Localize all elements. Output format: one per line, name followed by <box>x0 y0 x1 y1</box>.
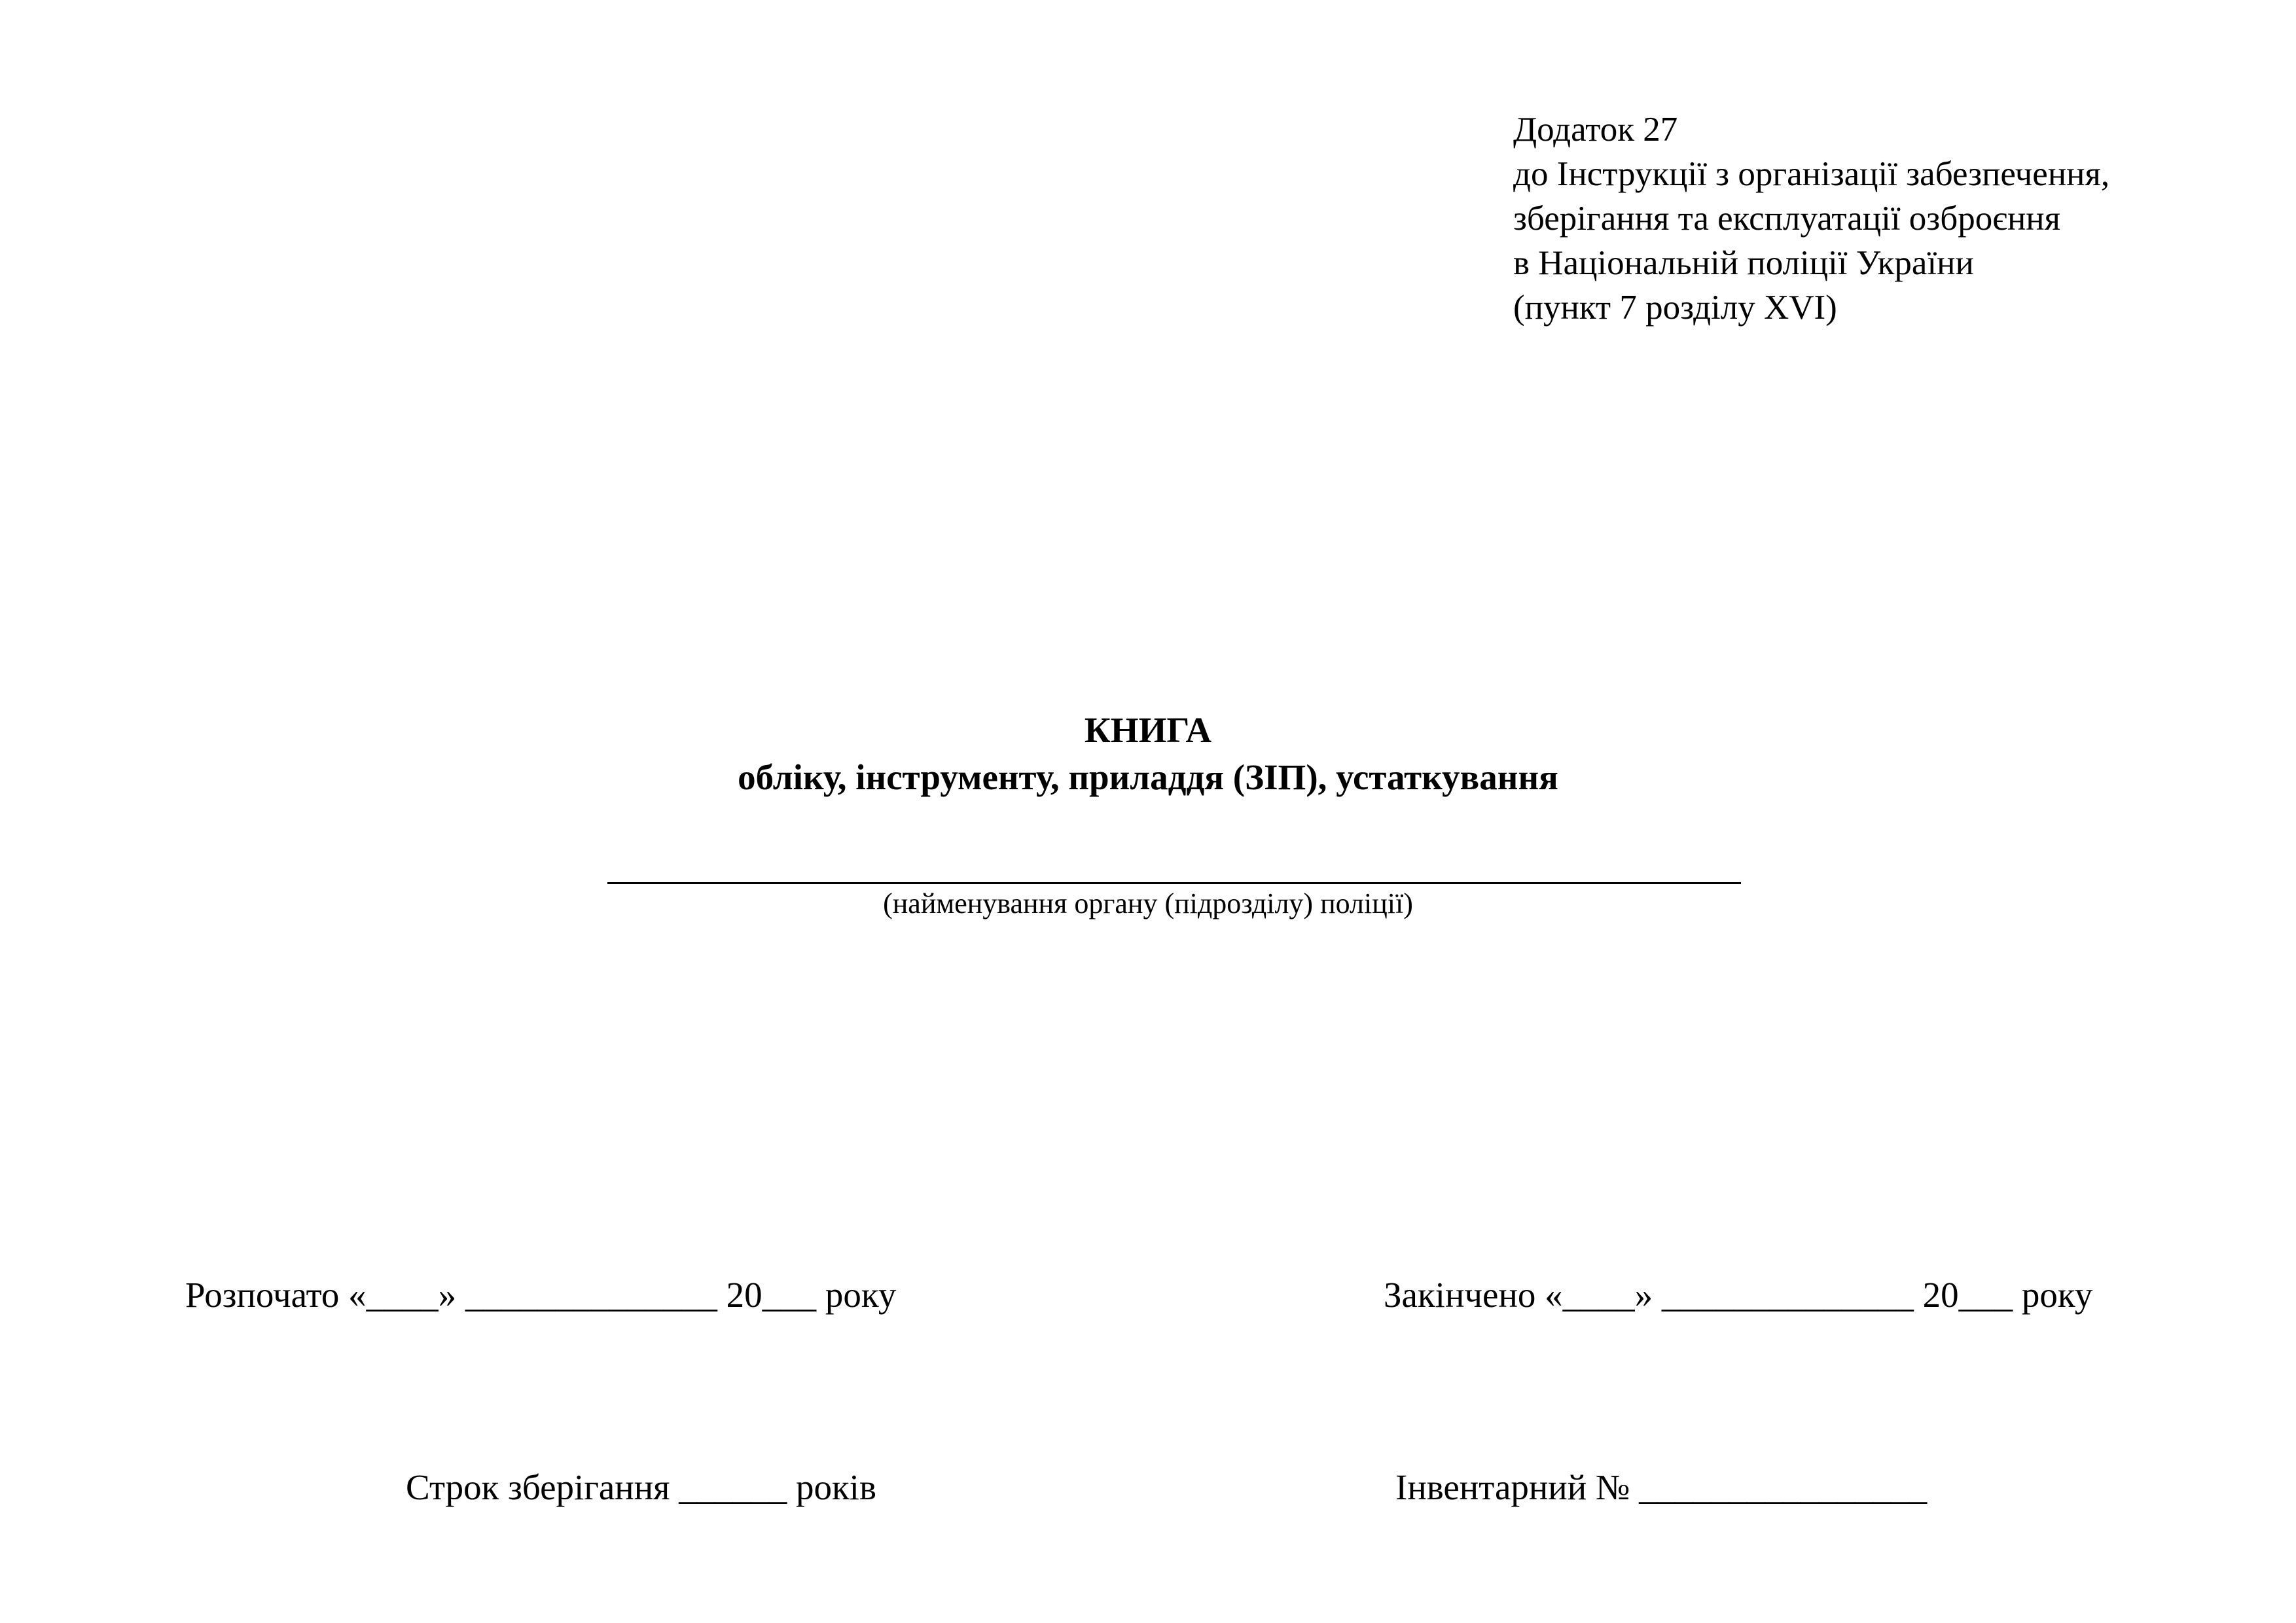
book-subtitle: обліку, інструменту, приладдя (ЗІП), устаткування <box>738 757 1558 797</box>
appendix-line: Додаток 27 <box>1513 111 1678 149</box>
appendix-line: (пункт 7 розділу XVI) <box>1513 289 1837 327</box>
inventory-number-field: Інвентарний № ________________ <box>1395 1467 1928 1507</box>
finished-date-field: Закінчено «____» ______________ 20___ року <box>1384 1275 2093 1315</box>
book-title-block <box>0 707 2296 801</box>
appendix-line: в Національній поліції України <box>1513 244 1974 282</box>
started-date-field: Розпочато «____» ______________ 20___ року <box>185 1275 897 1315</box>
appendix-line: зберігання та експлуатації озброєння <box>1513 200 2061 238</box>
book-title: КНИГА <box>1084 710 1212 750</box>
appendix-reference <box>1513 107 2109 330</box>
organization-name-line <box>607 882 1741 884</box>
organization-name-caption: (найменування органу (підрозділу) поліції) <box>883 887 1413 919</box>
storage-term-field: Строк зберігання ______ років <box>406 1467 876 1507</box>
appendix-line: до Інструкції з організації забезпечення, <box>1513 155 2110 193</box>
